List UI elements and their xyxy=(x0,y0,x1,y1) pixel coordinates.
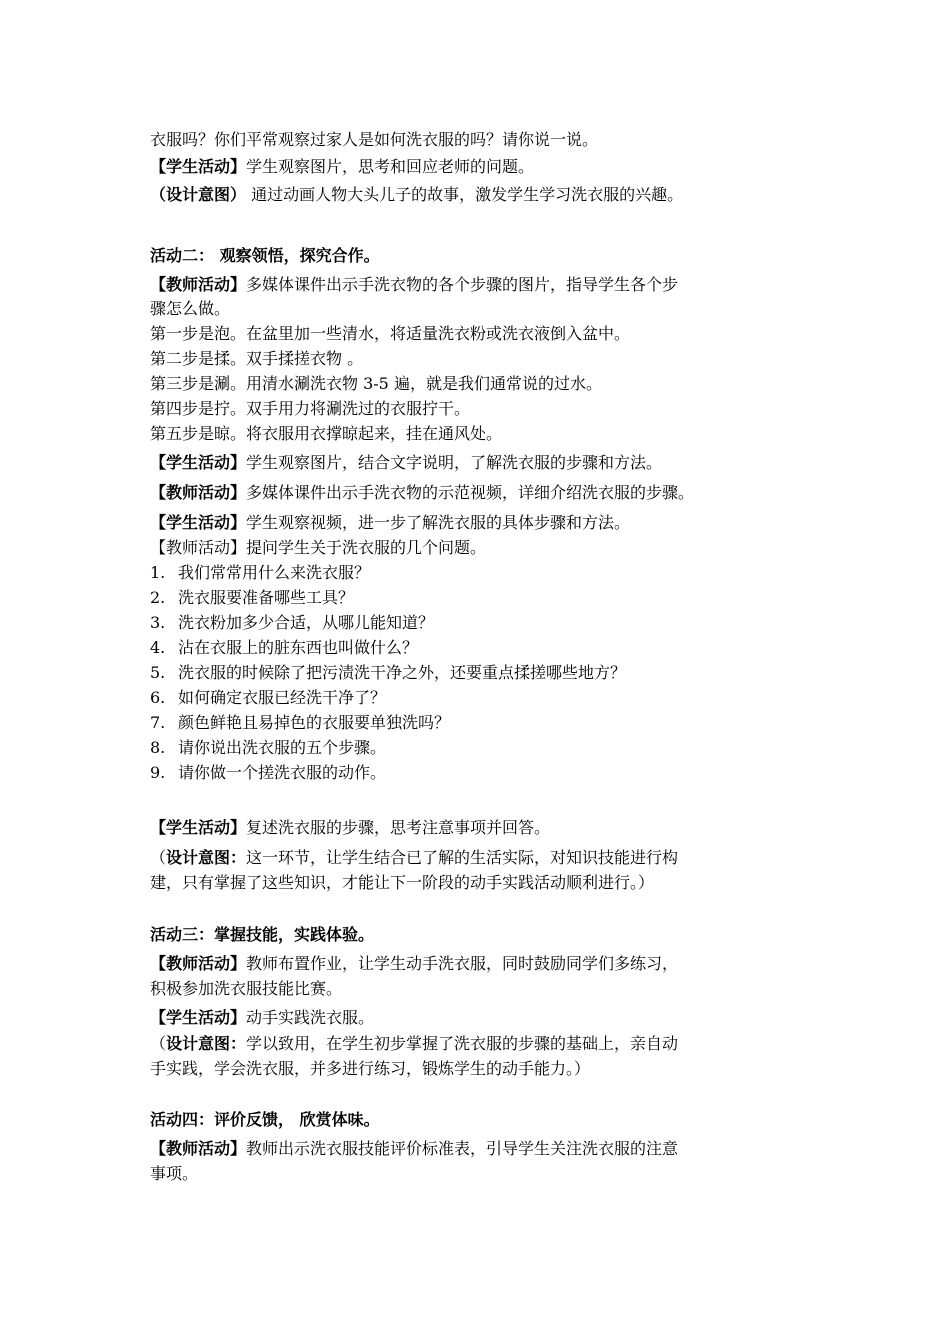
question-text: 颜色鲜艳且易掉色的衣服要单独洗吗？ xyxy=(178,713,451,732)
text-design-intent: 这一环节，让学生结合已了解的生活实际，对知识技能进行构 xyxy=(246,848,679,867)
question-item xyxy=(150,611,434,635)
question-text: 洗衣粉加多少合适，从哪儿能知道？ xyxy=(178,613,435,632)
question-number: 1. xyxy=(150,563,166,582)
activity3-teacher-cont: 积极参加洗衣服技能比赛。 xyxy=(150,979,343,998)
text-design-intent: 学以致用，在学生初步掌握了洗衣服的步骤的基础上，亲自动 xyxy=(246,1034,679,1053)
activity2-teacher2 xyxy=(150,481,694,505)
intro-student-activity xyxy=(150,155,534,179)
label-student-activity: 【学生活动】 xyxy=(150,1008,247,1027)
text-student-activity: 学生观察图片，结合文字说明，了解洗衣服的步骤和方法。 xyxy=(246,453,663,472)
question-number: 4. xyxy=(150,638,166,657)
label-student-activity: 【学生活动】 xyxy=(150,818,247,837)
intro-design-intent xyxy=(150,183,683,207)
activity2-teacher1-cont: 骤怎么做。 xyxy=(150,299,231,318)
question-number: 6. xyxy=(150,688,166,707)
intro-line: 衣服吗？你们平常观察过家人是如何洗衣服的吗？请你说一说。 xyxy=(150,130,599,149)
question-item xyxy=(150,686,386,710)
label-student-activity: 【学生活动】 xyxy=(150,157,247,176)
text-teacher-activity: 教师布置作业，让学生动手洗衣服，同时鼓励同学们多练习， xyxy=(246,954,679,973)
activity3-design-intent-cont: 手实践，学会洗衣服，并多进行练习，锻炼学生的动手能力。） xyxy=(150,1059,591,1078)
activity2-design-intent-cont: 建，只有掌握了这些知识，才能让下一阶段的动手实践活动顺利进行。） xyxy=(150,873,655,892)
question-item xyxy=(150,736,386,760)
label-student-activity: 【学生活动】 xyxy=(150,513,247,532)
question-item xyxy=(150,711,450,735)
question-item xyxy=(150,761,386,785)
text-student-activity: 学生观察视频，进一步了解洗衣服的具体步骤和方法。 xyxy=(246,513,631,532)
activity2-teacher3 xyxy=(150,536,486,560)
question-number: 8. xyxy=(150,738,166,757)
question-number: 2. xyxy=(150,588,166,607)
text-design-intent: 通过动画人物大头儿子的故事，激发学生学习洗衣服的兴趣。 xyxy=(246,185,684,204)
activity3-student xyxy=(150,1006,374,1030)
question-text: 洗衣服的时候除了把污渍洗干净之外，还要重点揉搓哪些地方？ xyxy=(178,663,627,682)
question-item xyxy=(150,561,370,585)
question-text: 沾在衣服上的脏东西也叫做什么？ xyxy=(178,638,419,657)
activity4-teacher xyxy=(150,1137,678,1161)
text-teacher-activity: 教师出示洗衣服技能评价标准表，引导学生关注洗衣服的注意 xyxy=(246,1139,679,1158)
label-teacher-activity: 【教师活动】 xyxy=(150,954,247,973)
intent-open-paren: （ xyxy=(150,848,167,867)
activity2-heading: 活动二： 观察领悟，探究合作。 xyxy=(150,246,380,265)
text-teacher-activity: 多媒体课件出示手洗衣物的示范视频，详细介绍洗衣服的步骤。 xyxy=(246,483,695,502)
question-number: 3. xyxy=(150,613,166,632)
intent-open-paren: （ xyxy=(150,1034,167,1053)
label-design-intent: 设计意图： xyxy=(166,1034,247,1053)
activity2-student3 xyxy=(150,816,550,840)
question-text: 如何确定衣服已经洗干净了？ xyxy=(178,688,387,707)
question-number: 5. xyxy=(150,663,166,682)
question-text: 洗衣服要准备哪些工具？ xyxy=(178,588,355,607)
label-student-activity: 【学生活动】 xyxy=(150,453,247,472)
question-text: 请你做一个搓洗衣服的动作。 xyxy=(178,763,387,782)
activity3-heading: 活动三：掌握技能，实践体验。 xyxy=(150,925,375,944)
activity2-student1 xyxy=(150,451,662,475)
step-3: 第三步是涮。用清水涮洗衣物 3-5 遍，就是我们通常说的过水。 xyxy=(150,374,602,393)
text-student-activity: 动手实践洗衣服。 xyxy=(246,1008,375,1027)
label-teacher-activity: 【教师活动】 xyxy=(150,275,247,294)
question-text: 请你说出洗衣服的五个步骤。 xyxy=(178,738,387,757)
activity2-design-intent xyxy=(150,846,678,870)
activity2-student2 xyxy=(150,511,630,535)
activity3-teacher xyxy=(150,952,678,976)
label-teacher-activity: 【教师活动】 xyxy=(150,538,247,557)
question-text: 我们常常用什么来洗衣服？ xyxy=(178,563,371,582)
text-student-activity: 复述洗衣服的步骤，思考注意事项并回答。 xyxy=(246,818,551,837)
label-design-intent: （设计意图） xyxy=(150,185,247,204)
label-teacher-activity: 【教师活动】 xyxy=(150,1139,247,1158)
text-teacher-activity: 多媒体课件出示手洗衣物的各个步骤的图片，指导学生各个步 xyxy=(246,275,679,294)
question-item xyxy=(150,636,418,660)
activity4-teacher-cont: 事项。 xyxy=(150,1164,199,1183)
step-1: 第一步是泡。在盆里加一些清水，将适量洗衣粉或洗衣液倒入盆中。 xyxy=(150,324,631,343)
question-item xyxy=(150,586,354,610)
activity3-design-intent xyxy=(150,1032,678,1056)
text-student-activity: 学生观察图片，思考和回应老师的问题。 xyxy=(246,157,535,176)
question-number: 7. xyxy=(150,713,166,732)
text-teacher-activity: 提问学生关于洗衣服的几个问题。 xyxy=(246,538,487,557)
question-number: 9. xyxy=(150,763,166,782)
activity2-teacher1 xyxy=(150,273,678,297)
activity4-heading: 活动四：评价反馈， 欣赏体味。 xyxy=(150,1110,380,1129)
step-2: 第二步是揉。双手揉搓衣物 。 xyxy=(150,349,364,368)
label-teacher-activity: 【教师活动】 xyxy=(150,483,247,502)
step-5: 第五步是晾。将衣服用衣撑晾起来，挂在通风处。 xyxy=(150,424,503,443)
step-4: 第四步是拧。双手用力将涮洗过的衣服拧干。 xyxy=(150,399,471,418)
label-design-intent: 设计意图： xyxy=(166,848,247,867)
question-item xyxy=(150,661,626,685)
